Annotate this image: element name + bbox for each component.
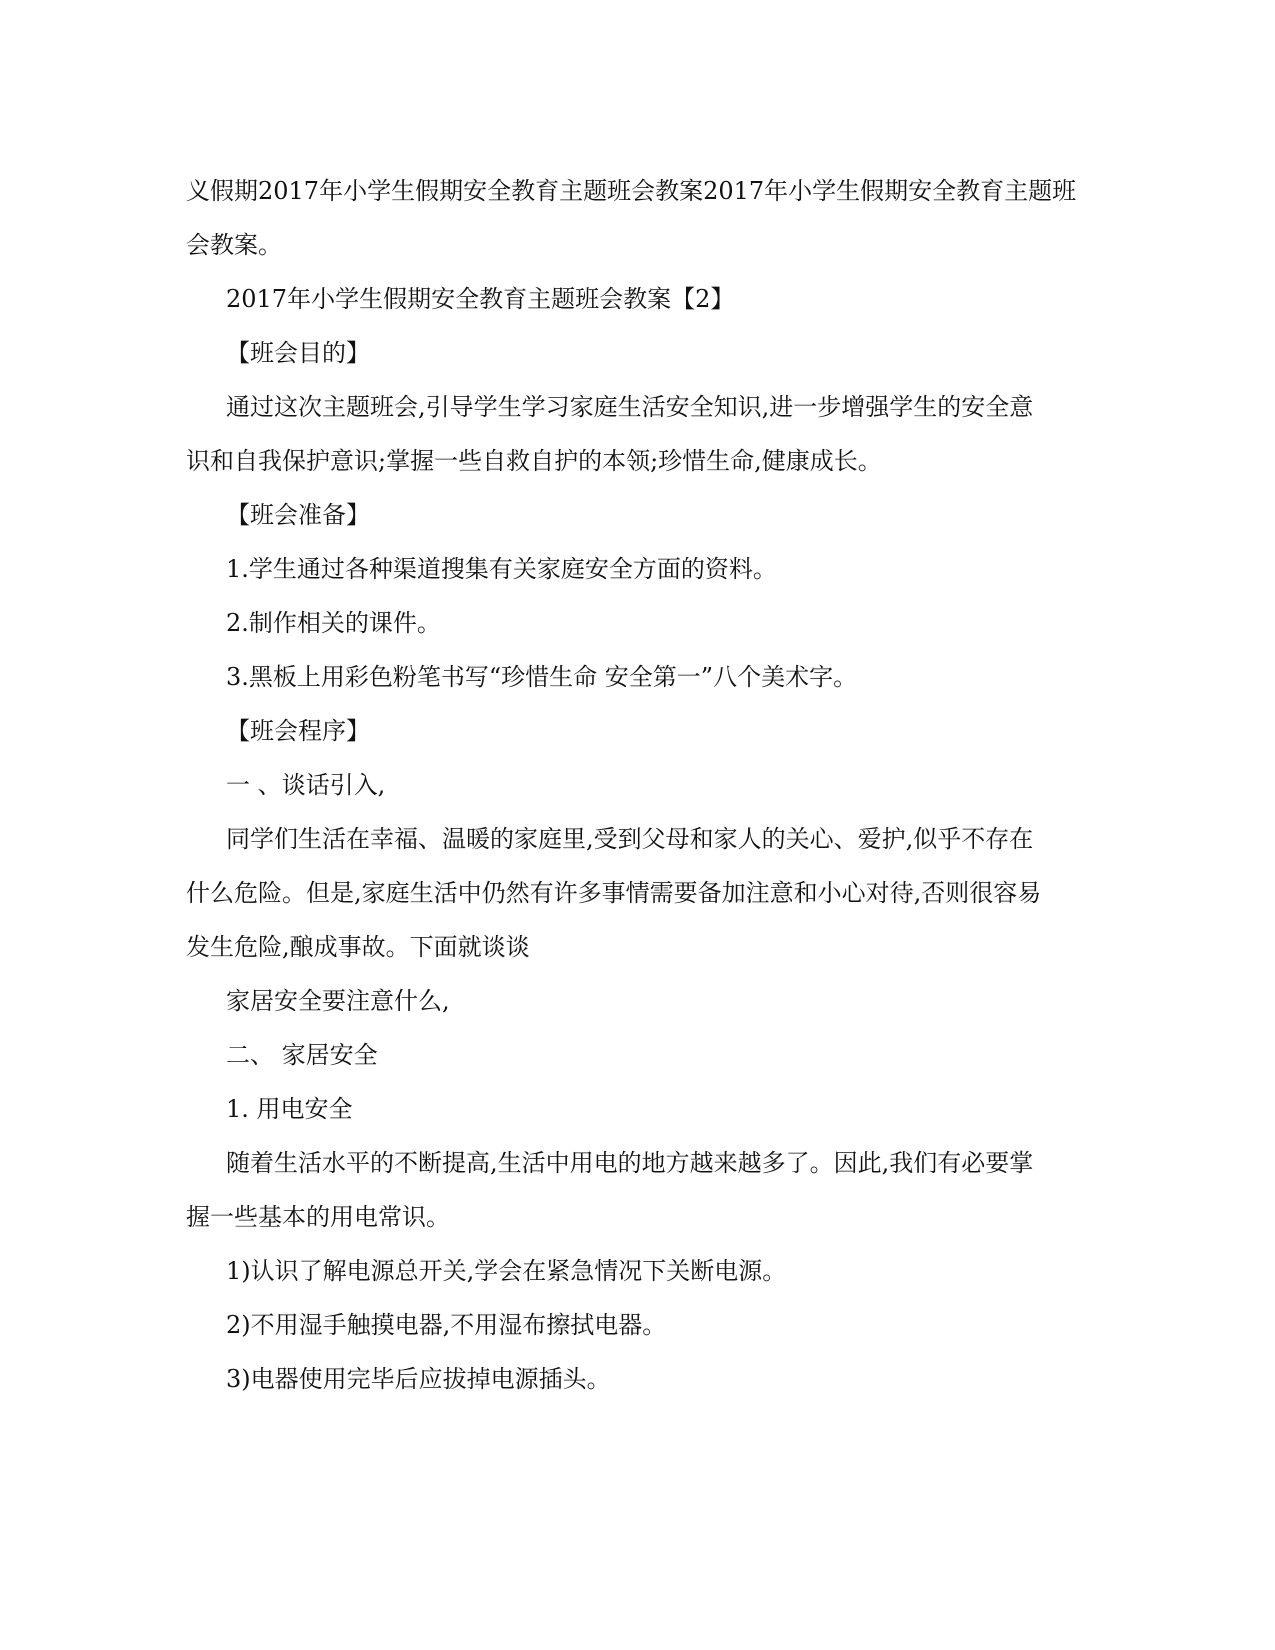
text-line: 义假期2017年小学生假期安全教育主题班会教案2017年小学生假期安全教育主题班 bbox=[186, 177, 1077, 205]
section-heading: 【班会目的】 bbox=[226, 339, 370, 367]
document-body bbox=[186, 164, 1086, 1406]
text-line: 什么危险。但是,家庭生活中仍然有许多事情需要备加注意和小心对待,否则很容易 bbox=[186, 879, 1042, 907]
text-line: 握一些基本的用电常识。 bbox=[186, 1203, 450, 1231]
section-title: 2017年小学生假期安全教育主题班会教案【2】 bbox=[226, 285, 735, 313]
section-heading: 【班会准备】 bbox=[226, 501, 370, 529]
text-line: 发生危险,酿成事故。下面就谈谈 bbox=[186, 933, 530, 961]
list-item: 2)不用湿手触摸电器,不用湿布擦拭电器。 bbox=[226, 1311, 667, 1339]
text-line: 识和自我保护意识;掌握一些自救自护的本领;珍惜生命,健康成长。 bbox=[186, 447, 882, 475]
subsection-heading: 一 、谈话引入, bbox=[226, 771, 386, 799]
text-line: 同学们生活在幸福、温暖的家庭里,受到父母和家人的关心、爱护,似乎不存在 bbox=[226, 825, 1034, 853]
text-line: 随着生活水平的不断提高,生活中用电的地方越来越多了。因此,我们有必要掌 bbox=[226, 1149, 1034, 1177]
text-line: 通过这次主题班会,引导学生学习家庭生活安全知识,进一步增强学生的安全意 bbox=[226, 393, 1034, 421]
section-heading: 【班会程序】 bbox=[226, 717, 370, 745]
list-item: 1.学生通过各种渠道搜集有关家庭安全方面的资料。 bbox=[226, 555, 777, 583]
text-line: 会教案。 bbox=[186, 231, 282, 259]
subsection-heading: 二、 家居安全 bbox=[226, 1041, 378, 1069]
text-line: 家居安全要注意什么, bbox=[226, 987, 450, 1015]
list-item: 3)电器使用完毕后应拔掉电源插头。 bbox=[226, 1365, 611, 1393]
list-item: 1)认识了解电源总开关,学会在紧急情况下关断电源。 bbox=[226, 1257, 787, 1285]
list-item: 2.制作相关的课件。 bbox=[226, 609, 441, 637]
subsection-heading: 1. 用电安全 bbox=[226, 1095, 353, 1123]
list-item: 3.黑板上用彩色粉笔书写“珍惜生命 安全第一”八个美术字。 bbox=[226, 663, 858, 691]
